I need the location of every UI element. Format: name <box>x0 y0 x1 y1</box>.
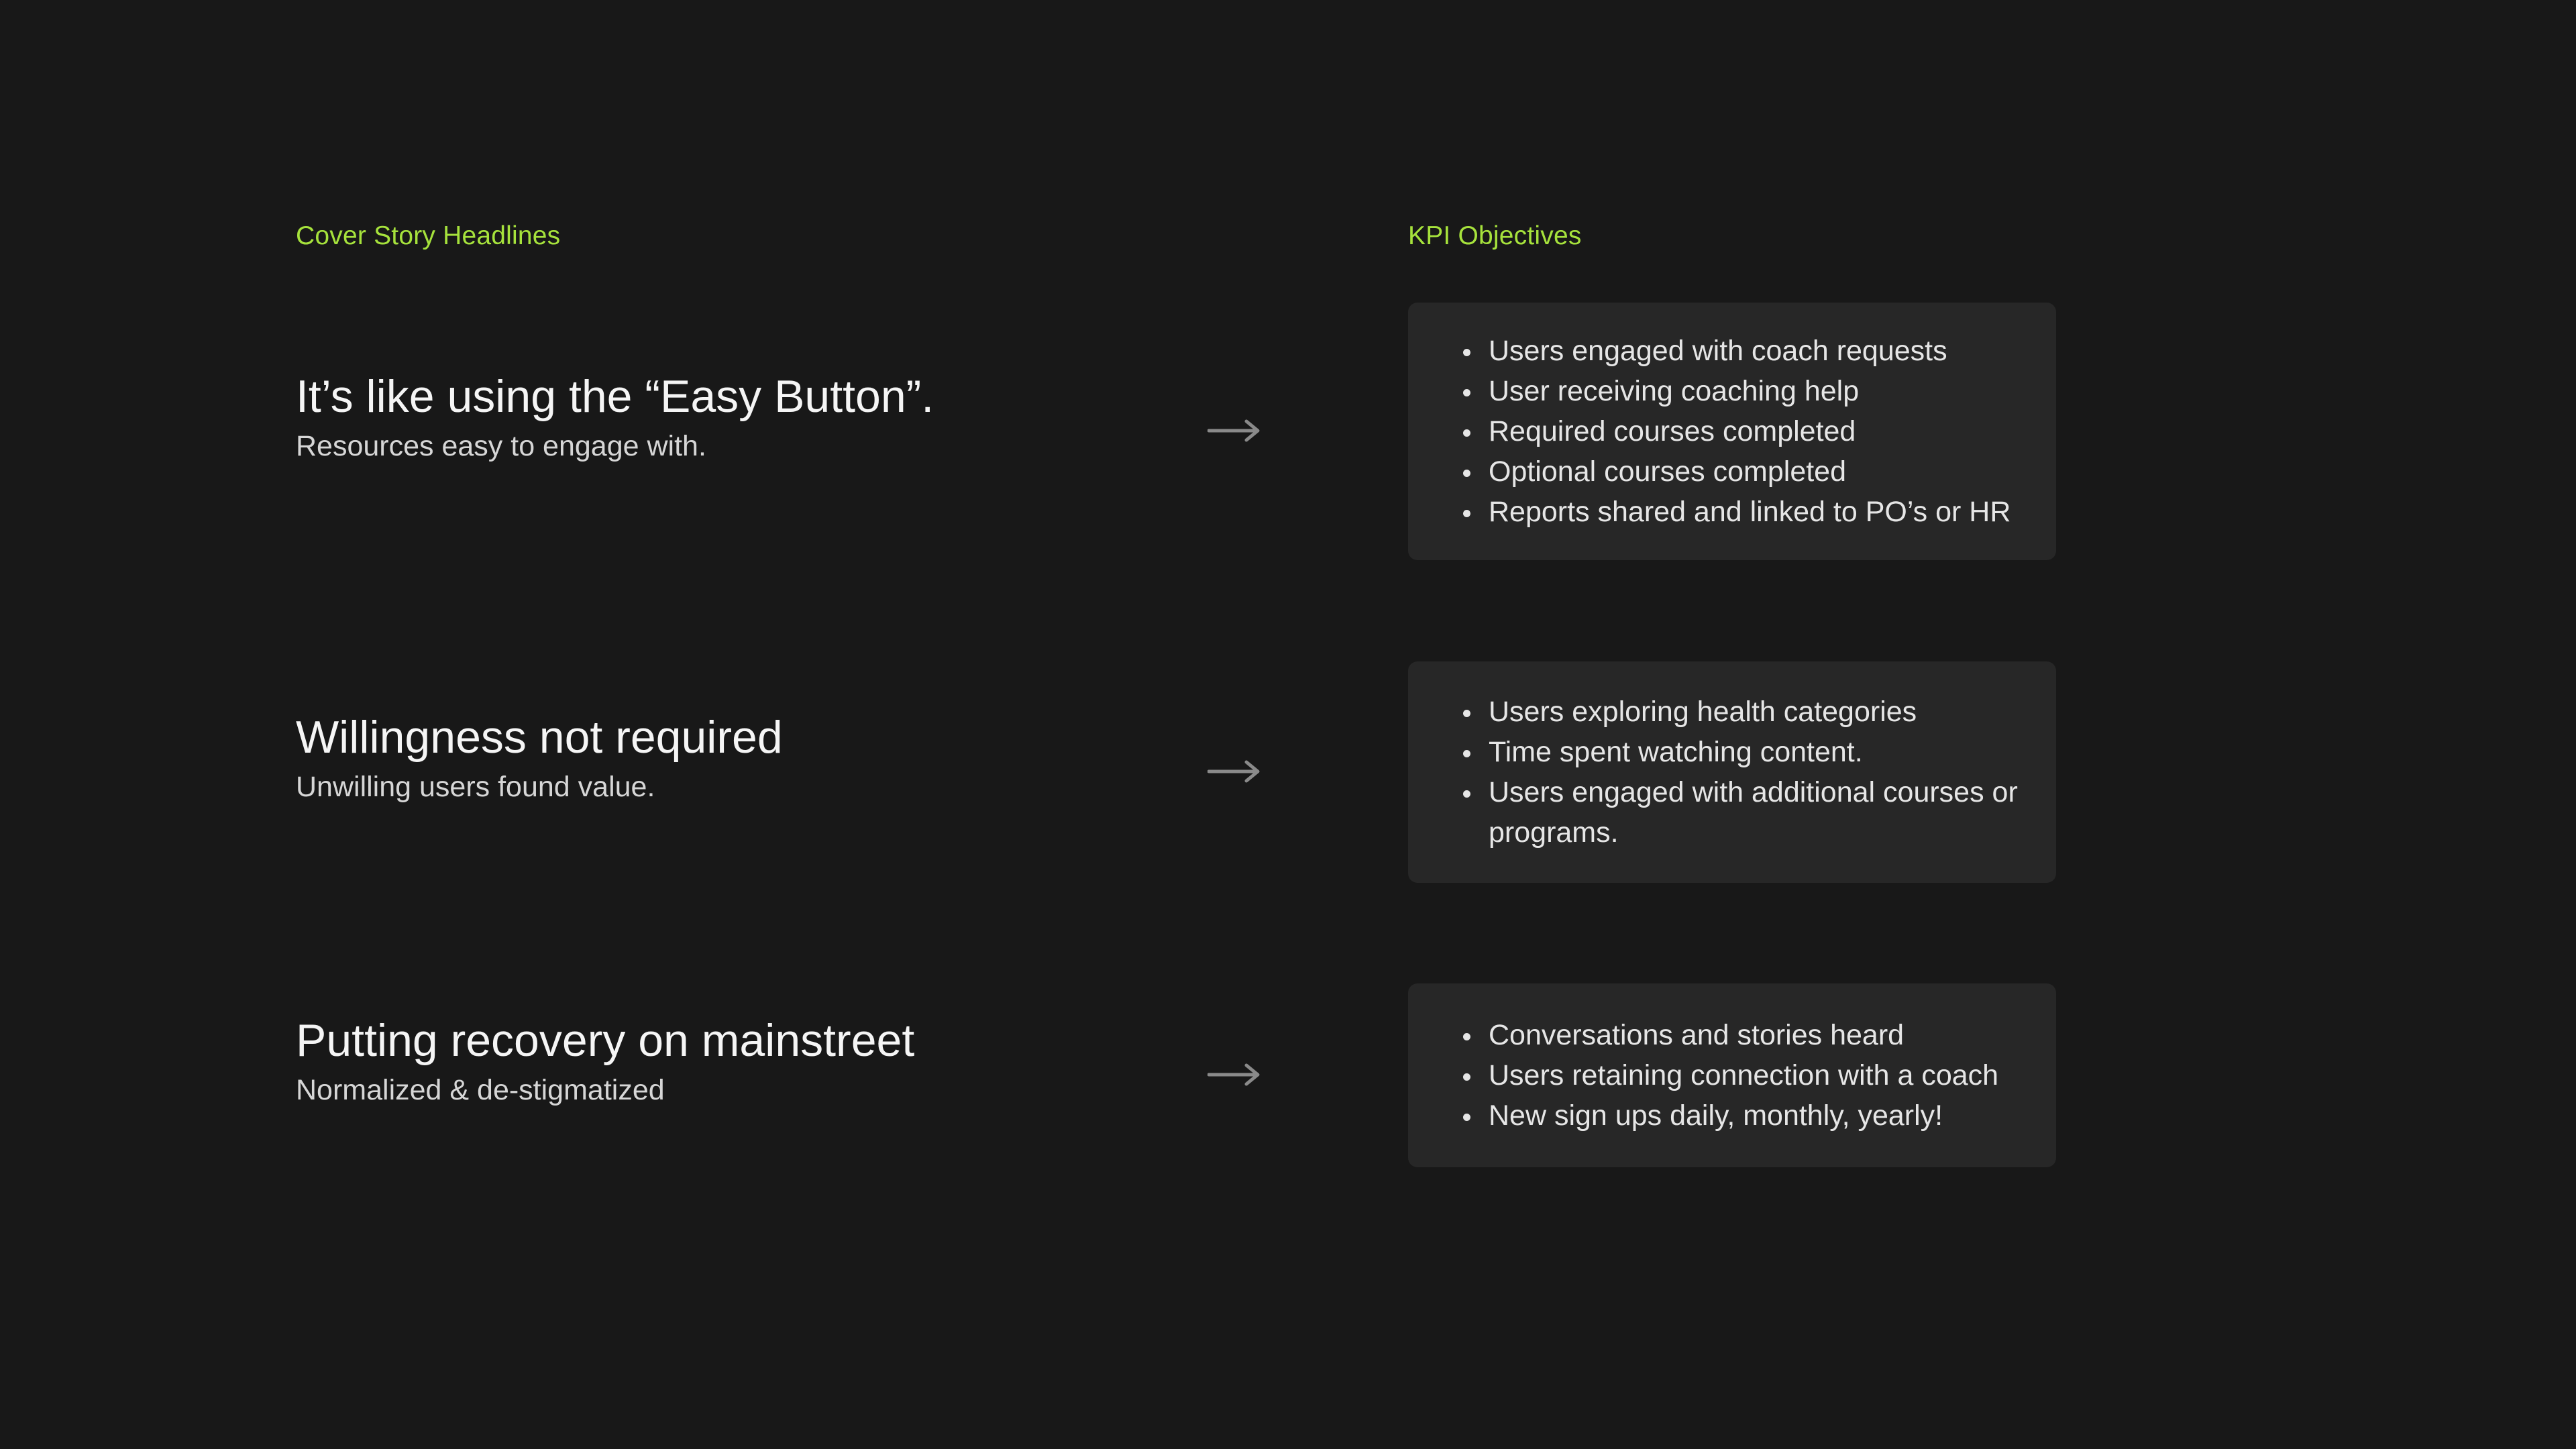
kpi-card <box>1408 661 2056 883</box>
kpi-item: Users engaged with coach requests <box>1463 331 2023 371</box>
headline: Putting recovery on mainstreet <box>296 1015 915 1066</box>
headline-block <box>296 370 1168 466</box>
kpi-card <box>1408 983 2056 1167</box>
headline: It’s like using the “Easy Button”. <box>296 371 934 422</box>
subline: Normalized & de-stigmatized <box>296 1074 665 1107</box>
arrow-right-icon <box>1208 1061 1261 1088</box>
kpi-item: Required courses completed <box>1463 411 2023 451</box>
kpi-item: Reports shared and linked to PO’s or HR <box>1463 492 2023 532</box>
kpi-item: New sign ups daily, monthly, yearly! <box>1463 1095 2023 1136</box>
arrow-right-icon <box>1208 758 1261 785</box>
kpi-list <box>1463 1015 2023 1136</box>
headline-block <box>296 711 1168 806</box>
kpi-list <box>1463 331 2023 532</box>
subline: Resources easy to engage with. <box>296 430 706 463</box>
subline: Unwilling users found value. <box>296 771 655 804</box>
kpi-objectives-label: KPI Objectives <box>1408 221 1582 250</box>
headline-block <box>296 1014 1168 1110</box>
cover-story-headlines-label: Cover Story Headlines <box>296 221 561 250</box>
kpi-item: Conversations and stories heard <box>1463 1015 2023 1055</box>
kpi-item: User receiving coaching help <box>1463 371 2023 411</box>
arrow-right-icon <box>1208 417 1261 444</box>
kpi-item: Time spent watching content. <box>1463 732 2023 772</box>
kpi-item: Users engaged with additional courses or programs. <box>1463 772 2023 853</box>
kpi-item: Users retaining connection with a coach <box>1463 1055 2023 1095</box>
kpi-list <box>1463 692 2023 853</box>
kpi-item: Users exploring health categories <box>1463 692 2023 732</box>
headline: Willingness not required <box>296 712 783 763</box>
kpi-card <box>1408 303 2056 560</box>
kpi-item: Optional courses completed <box>1463 451 2023 492</box>
